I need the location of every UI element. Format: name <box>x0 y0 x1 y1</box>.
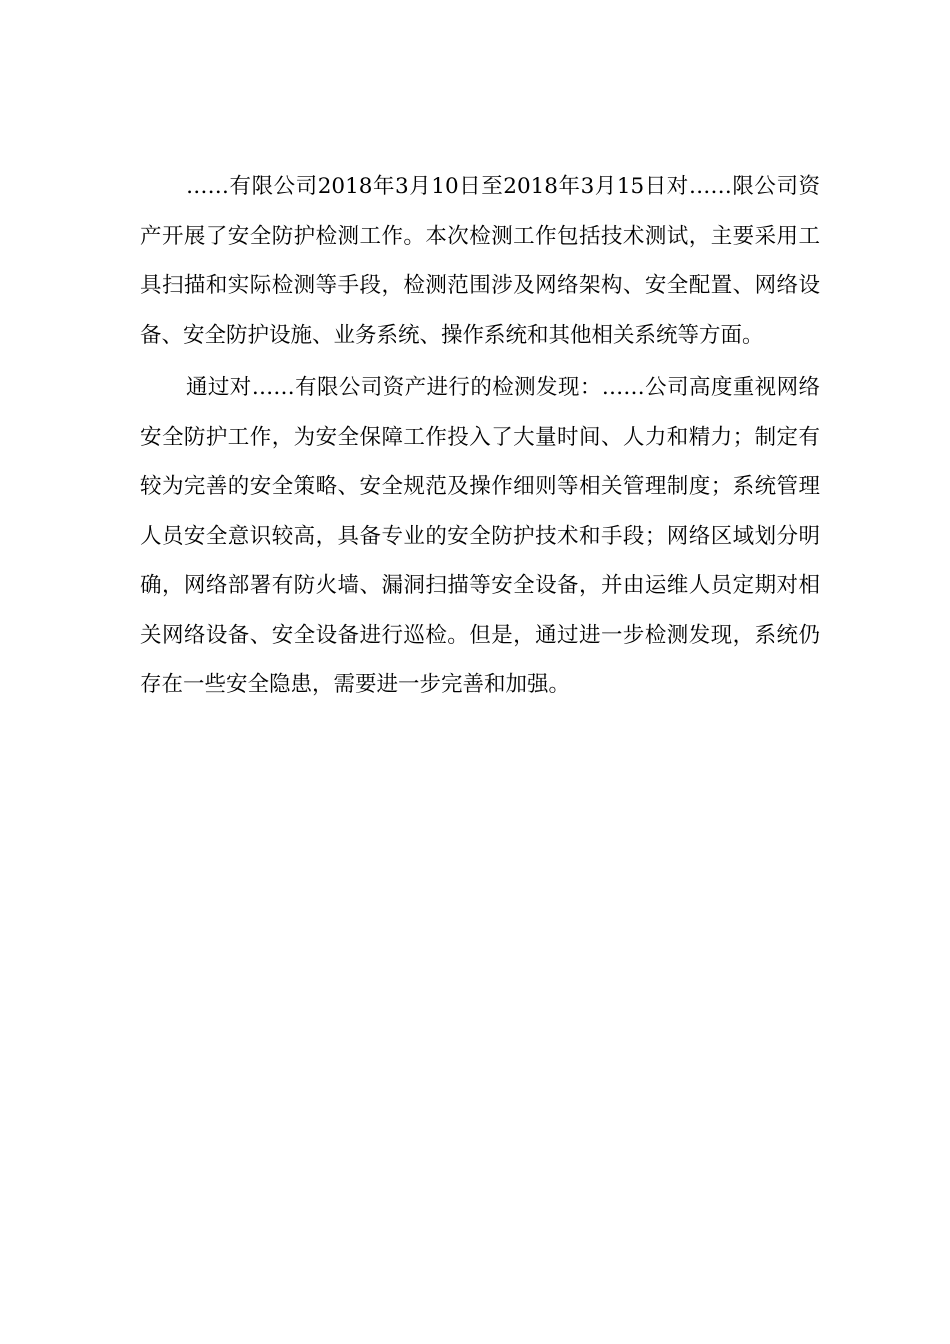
document-body <box>140 162 820 713</box>
paragraph-assessment-overview: ……有限公司2018年3月10日至2018年3月15日对……限公司资产开展了安全防护检测工作。本次检测工作包括技术测试，主要采用工具扫描和实际检测等手段，检测范围涉及网络架构、安全配置、网络设备、安全防护设施、业务系统、操作系统和其他相关系统等方面。 <box>140 174 820 348</box>
paragraph-assessment-findings: 通过对……有限公司资产进行的检测发现：……公司高度重视网络安全防护工作，为安全保障工作投入了大量时间、人力和精力；制定有较为完善的安全策略、安全规范及操作细则等相关管理制度；系统管理人员安全意识较高，具备专业的安全防护技术和手段；网络区域划分明确，网络部署有防火墙、漏洞扫描等安全设备，并由运维人员定期对相关网络设备、安全设备进行巡检。但是，通过进一步检测发现，系统仍存在一些安全隐患，需要进一步完善和加强。 <box>140 375 820 697</box>
